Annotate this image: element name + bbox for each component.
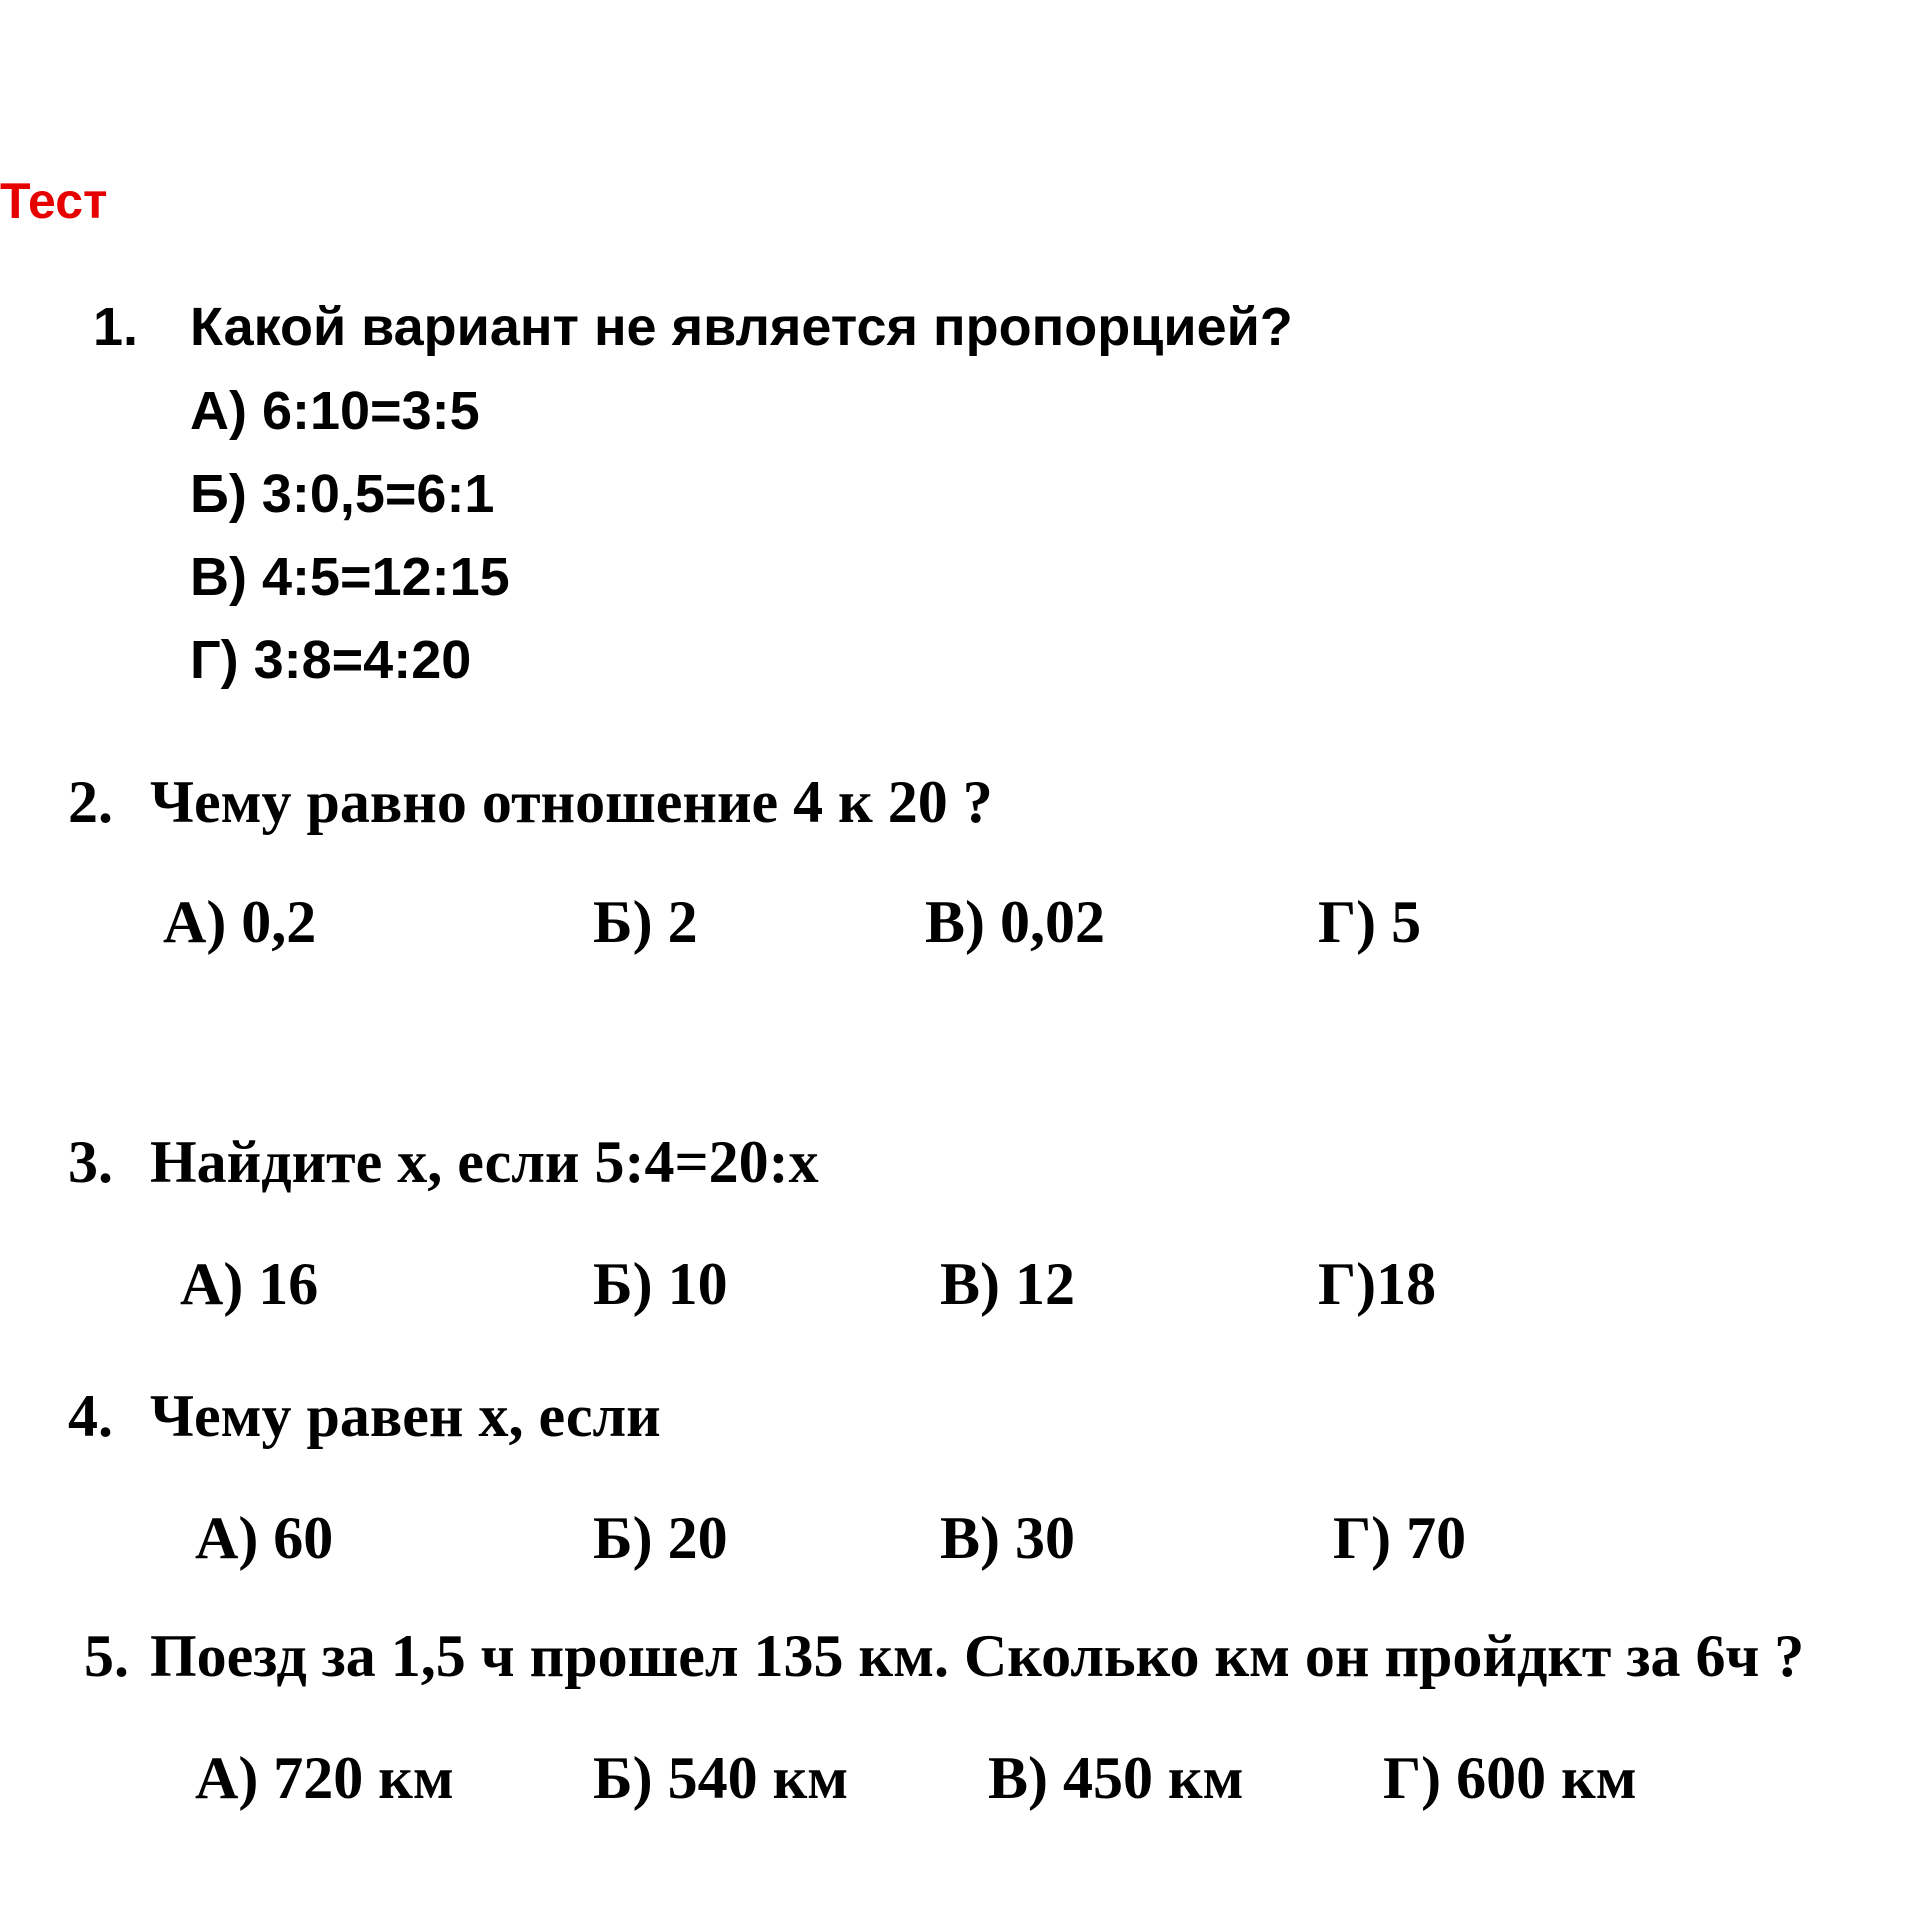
question-3-option-c: В) 12	[940, 1251, 1075, 1317]
question-2-option-b: Б) 2	[593, 889, 698, 955]
question-1-text: Какой вариант не является пропорцией?	[190, 297, 1293, 357]
question-5-text: Поезд за 1,5 ч прошел 135 км. Сколько км он пройдкт за 6ч ?	[150, 1623, 1805, 1689]
question-2-option-d: Г) 5	[1318, 889, 1422, 955]
question-3-text: Найдите х, если 5:4=20:х	[150, 1129, 819, 1195]
question-4-option-a: А) 60	[195, 1505, 334, 1571]
question-3-number: 3.	[68, 1129, 113, 1195]
question-4-option-c: В) 30	[940, 1505, 1075, 1571]
question-3-option-d: Г)18	[1318, 1251, 1437, 1317]
question-3-option-a: А) 16	[180, 1251, 319, 1317]
question-1-option-a: А) 6:10=3:5	[190, 381, 480, 441]
question-5-number: 5.	[84, 1623, 129, 1689]
question-1-option-b: Б) 3:0,5=6:1	[190, 464, 495, 524]
question-5-option-b: Б) 540 км	[593, 1745, 849, 1811]
question-2-option-c: В) 0,02	[925, 889, 1105, 955]
question-4-number: 4.	[68, 1383, 113, 1449]
question-1-option-d: Г) 3:8=4:20	[190, 630, 472, 690]
page-title: Тест	[0, 173, 108, 229]
question-5-option-d: Г) 600 км	[1383, 1745, 1637, 1811]
question-1-option-c: В) 4:5=12:15	[190, 547, 510, 607]
question-2-option-a: А) 0,2	[163, 889, 317, 955]
question-4-option-b: Б) 20	[593, 1505, 728, 1571]
question-2-number: 2.	[68, 769, 113, 835]
question-1-number: 1.	[93, 297, 139, 357]
question-5-option-a: А) 720 км	[195, 1745, 454, 1811]
question-5-option-c: В) 450 км	[988, 1745, 1244, 1811]
question-4-option-d: Г) 70	[1333, 1505, 1467, 1571]
question-3-option-b: Б) 10	[593, 1251, 728, 1317]
question-4-text: Чему равен х, если	[150, 1383, 661, 1449]
question-2-text: Чему равно отношение 4 к 20 ?	[150, 769, 993, 835]
